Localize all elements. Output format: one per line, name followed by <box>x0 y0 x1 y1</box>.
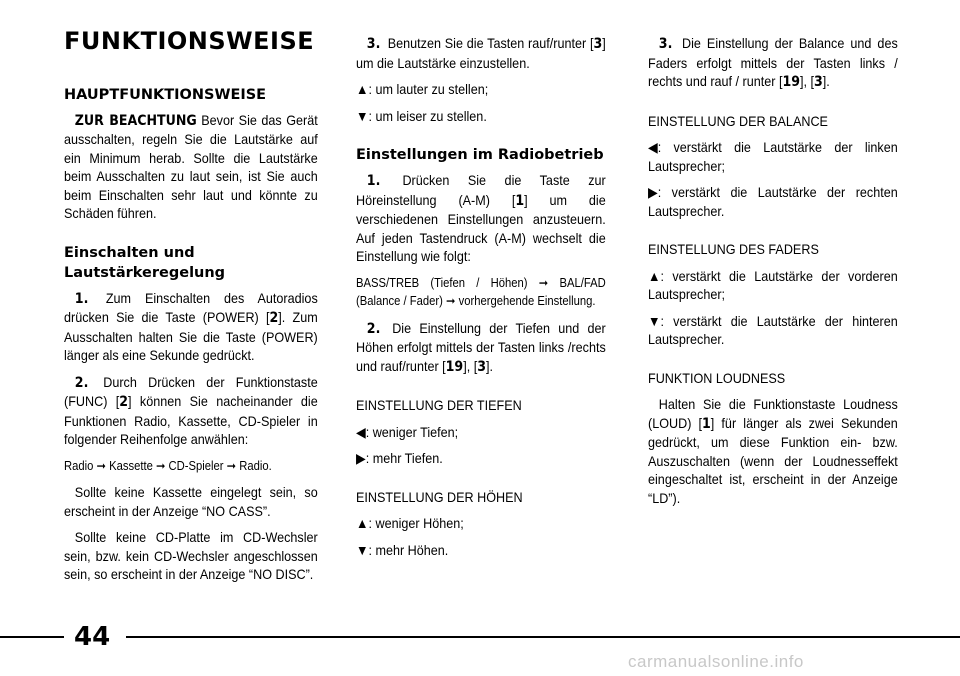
watermark: carmanualsonline.info <box>628 652 804 671</box>
up-arrow-icon: ▲ <box>356 515 369 531</box>
line-text: : um leiser zu stellen. <box>368 107 487 124</box>
step-text: ] um die Lautstärke einzustellen. <box>356 35 606 71</box>
line-text: : verstärkt die Lautstärke der vorderen Lautsprecher; <box>648 267 898 302</box>
column-1 <box>64 27 318 592</box>
right-arrow-icon: ▶ <box>356 450 366 466</box>
footer-rule-left <box>0 636 64 638</box>
step-text: ]. Zum Ausschalten halten Sie die Taste (POWER) länger als eine Sekunde gedrückt. <box>64 309 318 363</box>
am-sequence: BASS/TREB (Tiefen / Höhen) ➞ BAL/FAD (Balance / Fader) ➞ vorhergehende Einstellung. <box>356 275 606 308</box>
function-sequence: Radio ➞ Kassette ➞ CD-Spieler ➞ Radio. <box>64 458 272 473</box>
step-number: 3. <box>658 36 673 52</box>
column-3 <box>648 34 898 515</box>
step-text: ] um die verschiedenen Einstellungen anzusteuern. Auf jeden Tastendruck (A-M) wechselt die Einstellung wie folgt: <box>356 191 606 264</box>
step-text: Durch Drücken der Funktionstaste (FUNC) [ <box>64 373 318 409</box>
line-text: : weniger Tiefen; <box>365 423 459 440</box>
step-number: 3. <box>366 36 381 52</box>
down-arrow-icon: ▼ <box>356 107 369 124</box>
heading-einschalten: Einschalten und Lautstärkeregelung <box>64 244 226 281</box>
step-text: Die Einstellung der Balance und des Faders erfolgt mittels der Tasten links / rechts und rauf / runter [ <box>648 35 898 89</box>
tiefen-left-line <box>356 423 606 442</box>
heading-radiobetrieb: Einstellungen im Radiobetrieb <box>356 147 604 163</box>
key-ref: 2 <box>119 394 129 410</box>
step-text: Zum Einschalten des Autoradios drücken Sie die Taste (POWER) [ <box>64 289 318 325</box>
hoehen-down-line <box>356 541 606 560</box>
step-1-paragraph <box>64 289 318 365</box>
page-title: FUNKTIONSWEISE <box>64 27 315 55</box>
line-text: : um lauter zu stellen; <box>368 81 489 97</box>
key-ref: 19 <box>782 74 801 90</box>
step-number: 2. <box>74 374 89 391</box>
line-text: ] für länger als zwei Sekunden gedrückt, um diese Funktion ein- bzw. Auszuschalten (wenn der Loudnesseffekt eingeschaltet ist, erscheint in der Anzeige “LD”). <box>648 414 898 506</box>
radio-step-2 <box>356 319 606 377</box>
key-ref: 2 <box>269 310 279 326</box>
fader-up-line <box>648 267 898 304</box>
step-number: 1. <box>366 173 381 189</box>
down-arrow-icon: ▼ <box>648 312 661 329</box>
balance-right-line <box>648 183 898 220</box>
volume-down-line <box>356 107 606 126</box>
fader-heading: EINSTELLUNG DES FADERS <box>648 241 819 257</box>
step-2-paragraph <box>64 373 318 449</box>
key-ref: 3 <box>814 74 823 90</box>
footer-rule-right <box>126 636 960 638</box>
left-arrow-icon: ◀ <box>356 423 366 440</box>
step-text: ], [ <box>463 357 478 374</box>
step-text: ], [ <box>800 73 815 89</box>
line-text: Halten Sie die Funktionstaste Loudness (LOUD) [ <box>648 396 898 431</box>
step-text: ] können Sie nacheinander die Funktionen Radio, Kassette, CD-Spieler in folgender Reihenfolge anwählen: <box>64 393 318 447</box>
tiefen-right-line <box>356 449 606 468</box>
step-text: Drücken Sie die Taste zur Höreinstellung (A-M) [ <box>356 172 606 208</box>
balance-step-3 <box>648 34 898 92</box>
tiefen-heading: EINSTELLUNG DER TIEFEN <box>356 397 522 413</box>
key-ref: 1 <box>702 415 711 432</box>
fader-down-line <box>648 312 898 349</box>
key-ref: 3 <box>593 36 603 52</box>
column-2 <box>356 34 606 567</box>
left-arrow-icon: ◀ <box>648 139 658 155</box>
balance-heading: EINSTELLUNG DER BALANCE <box>648 112 828 129</box>
key-ref: 1 <box>515 192 525 209</box>
key-ref: 19 <box>445 358 464 375</box>
step-number: 1. <box>74 290 89 307</box>
step-text: ]. <box>822 73 830 89</box>
step-text: Benutzen Sie die Tasten rauf/runter [ <box>383 35 594 51</box>
no-disc-paragraph: Sollte keine CD-Platte im CD-Wechsler sein, bzw. kein CD-Wechsler angeschlossen sein, so erscheint in der Anzeige “NO DISC”. <box>64 529 318 582</box>
line-text: : verstärkt die Lautstärke der hinteren Lautsprecher. <box>648 312 898 347</box>
balance-left-line <box>648 138 898 175</box>
hoehen-up-line <box>356 514 606 533</box>
right-arrow-icon: ▶ <box>648 184 658 200</box>
radio-step-1 <box>356 171 606 266</box>
line-text: : verstärkt die Lautstärke der rechten Lautsprecher. <box>648 184 898 219</box>
step-number: 2. <box>366 320 381 337</box>
no-cass-paragraph: Sollte keine Kassette eingelegt sein, so erscheint in der Anzeige “NO CASS”. <box>64 484 318 519</box>
line-text: : mehr Höhen. <box>368 541 449 558</box>
line-text: : verstärkt die Lautstärke der linken Lautsprecher; <box>648 139 898 174</box>
note-paragraph <box>64 111 318 223</box>
up-arrow-icon: ▲ <box>648 267 661 284</box>
line-text: : mehr Tiefen. <box>365 450 443 466</box>
key-ref: 3 <box>477 358 486 375</box>
line-text: : weniger Höhen; <box>368 515 464 531</box>
step-text: ]. <box>485 357 493 374</box>
volume-up-line <box>356 80 606 99</box>
up-arrow-icon: ▲ <box>356 81 369 97</box>
hoehen-heading: EINSTELLUNG DER HÖHEN <box>356 488 523 505</box>
loudness-heading: FUNKTION LOUDNESS <box>648 369 786 386</box>
heading-hauptfunktionsweise: HAUPTFUNKTIONSWEISE <box>64 86 267 103</box>
loudness-paragraph <box>648 395 898 507</box>
note-text: Bevor Sie das Gerät ausschalten, regeln Sie die Lautstärke auf ein Minimum herab. Sollte die Lautstärke beim Ausschalten zu laut sein, ist Sie auch beim Einschalten sehr laut und könnte zu Schäden führen. <box>64 111 318 221</box>
note-label: ZUR BEACHTUNG <box>74 112 197 129</box>
step-3-paragraph <box>356 34 606 72</box>
step-text: Die Einstellung der Tiefen und der Höhen erfolgt mittels der Tasten links /rechts und rauf/runter [ <box>356 319 606 374</box>
down-arrow-icon: ▼ <box>356 541 369 558</box>
page-number: 44 <box>74 622 111 652</box>
